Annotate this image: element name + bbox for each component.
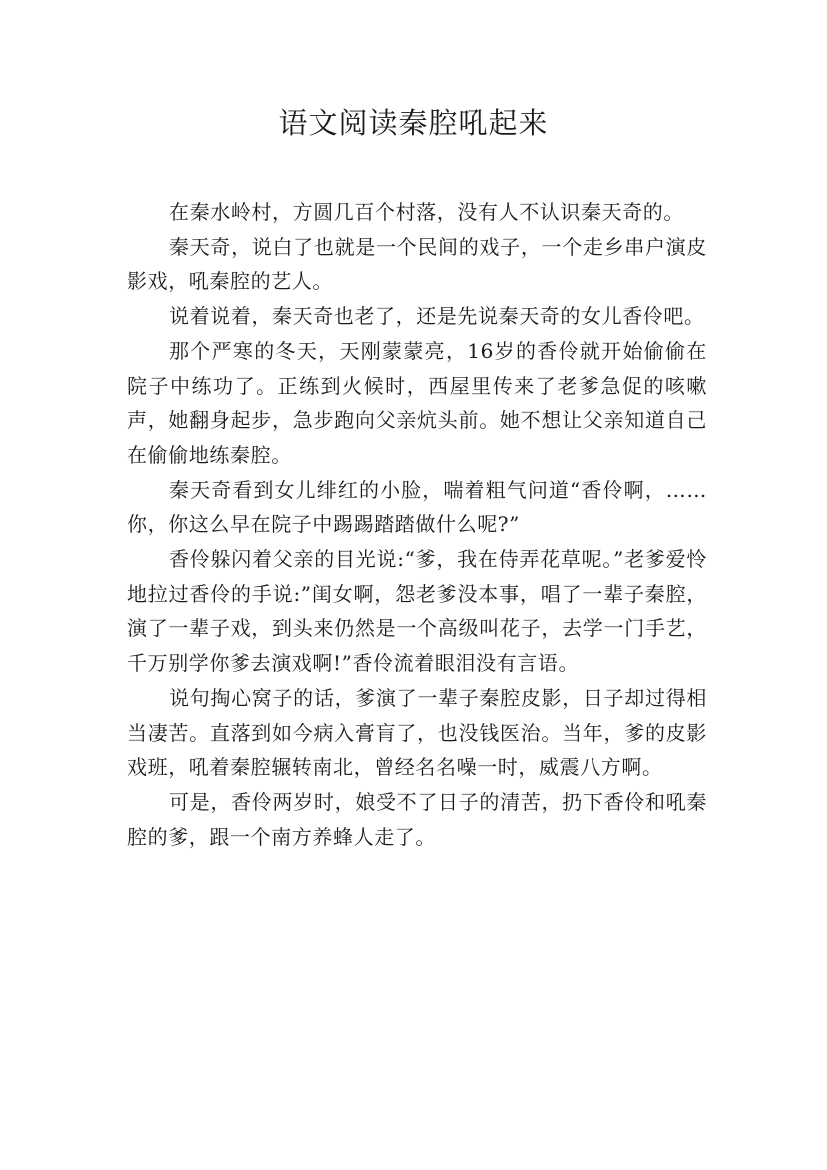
paragraph: 说句掏心窝子的话，爹演了一辈子秦腔皮影，日子却过得相当凄苦。直落到如今病入膏肓了，也没钱医治。当年，爹的皮影戏班，吼着秦腔辗转南北，曾经名名噪一时，威震八方啊。 bbox=[127, 685, 707, 780]
paragraph: 可是，香伶两岁时，娘受不了日子的清苦，扔下香伶和吼秦腔的爹，跟一个南方养蜂人走了。 bbox=[127, 789, 707, 849]
paragraph: 秦天奇看到女儿绯红的小脸，喘着粗气问道“香伶啊，……你，你这么早在院子中踢踢踏踏做什么呢?” bbox=[127, 477, 707, 537]
paragraph: 香伶躲闪着父亲的目光说:“爹，我在侍弄花草呢。”老爹爱怜地拉过香伶的手说:”闺女啊，怨老爹没本事，唱了一辈子秦腔，演了一辈子戏，到头来仍然是一个高级叫花子，去学一门手艺，千万别学你爹去演戏啊!”香伶流着眼泪没有言语。 bbox=[127, 547, 707, 676]
paragraph: 那个严寒的冬天，天刚蒙蒙亮，16岁的香伶就开始偷偷在院子中练功了。正练到火候时，西屋里传来了老爹急促的咳嗽声，她翻身起步，急步跑向父亲炕头前。她不想让父亲知道自己在偷偷地练秦腔。 bbox=[127, 338, 707, 467]
document-title: 语文阅读秦腔吼起来 bbox=[278, 106, 549, 140]
paragraph: 说着说着，秦天奇也老了，还是先说秦天奇的女儿香伶吧。 bbox=[169, 304, 705, 329]
paragraph: 在秦水岭村，方圆几百个村落，没有人不认识秦天奇的。 bbox=[169, 200, 684, 224]
document-body bbox=[127, 195, 707, 854]
paragraph: 秦天奇，说白了也就是一个民间的戏子，一个走乡串户演皮影戏，吼秦腔的艺人。 bbox=[127, 234, 707, 294]
